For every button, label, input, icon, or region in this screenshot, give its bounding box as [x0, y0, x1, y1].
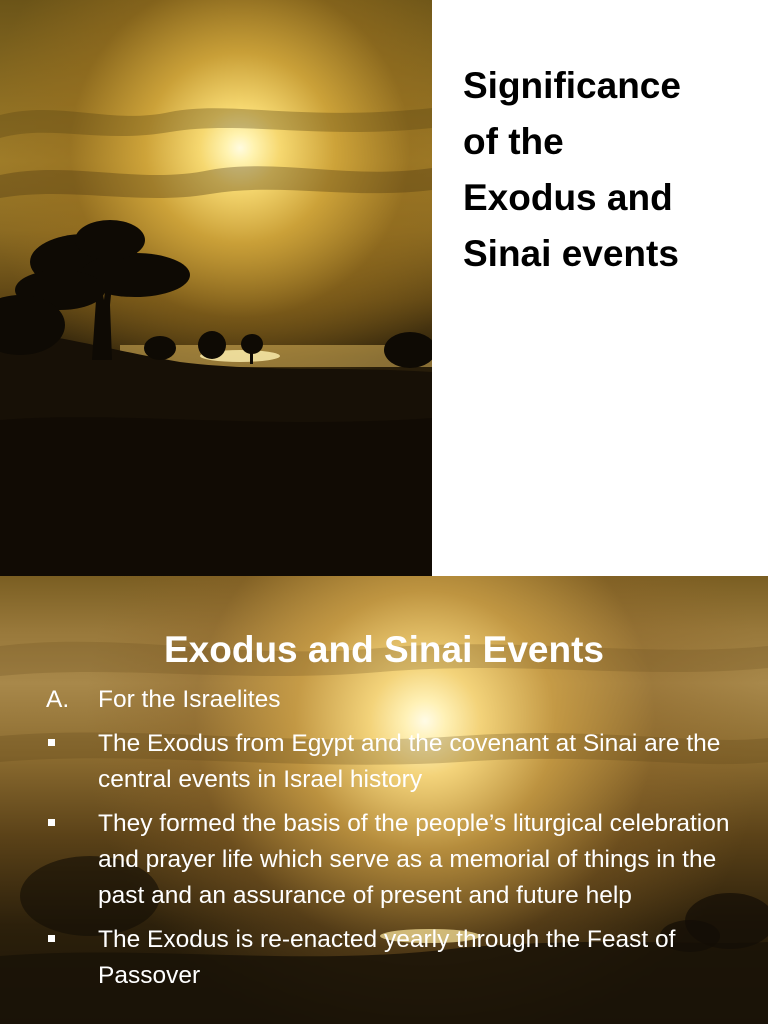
list-marker: A. [46, 686, 70, 713]
list-item [40, 682, 740, 718]
slide-title-text: Significance of the Exodus and Sinai events [463, 65, 681, 274]
square-bullet-icon [48, 819, 55, 826]
list-item-text: The Exodus from Egypt and the covenant at Sinai are the central events in Israel history [98, 730, 721, 793]
list-item-text: For the Israelites [98, 686, 281, 713]
bullet-list [40, 682, 740, 1002]
list-item-text: They formed the basis of the people’s liturgical celebration and prayer life which serve as a memorial of things in the past and an assurance of present and future help [98, 810, 730, 909]
slide-content [0, 576, 768, 1024]
sunset-landscape-illustration [0, 0, 432, 576]
list-item-text: The Exodus is re-enacted yearly through the Feast of Passover [98, 926, 676, 989]
square-bullet-icon [48, 739, 55, 746]
slide-heading: Exodus and Sinai Events [163, 629, 604, 670]
sunset-photo [0, 0, 432, 576]
list-item [40, 726, 740, 798]
square-bullet-icon [48, 935, 55, 942]
list-item [40, 806, 740, 914]
list-item [40, 922, 740, 994]
